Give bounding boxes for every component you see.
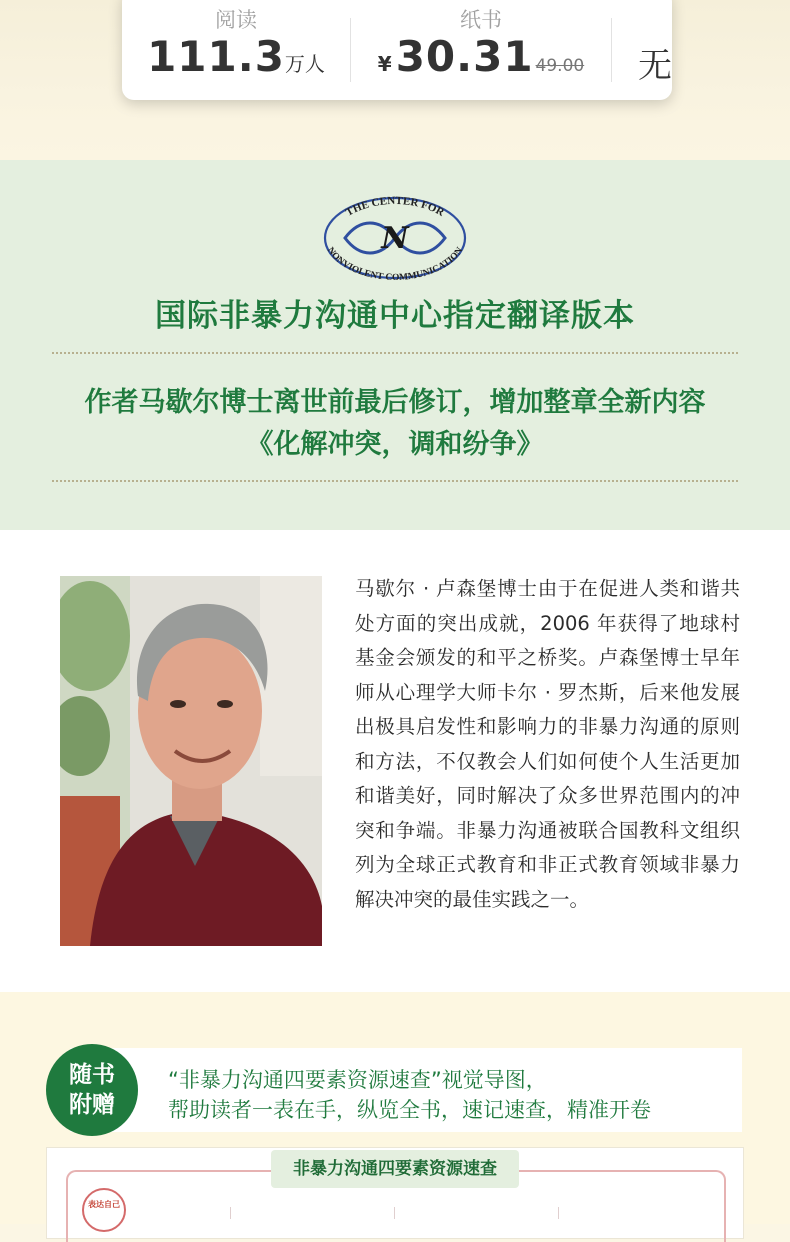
banner-highlight-line1: 作者马歇尔博士离世前最后修订，增加整章全新内容	[84, 387, 706, 418]
original-price: 49.00	[535, 56, 585, 76]
gift-description-line1: “非暴力沟通四要素资源速查”视觉导图，	[168, 1068, 547, 1092]
gift-description-line2: 帮助读者一表在手，纵览全书，速记速查，精准开卷	[168, 1098, 651, 1122]
stat-read-label: 阅读	[215, 8, 257, 32]
stat-paper-label: 纸书	[460, 8, 502, 32]
logo-letter: N	[381, 221, 409, 256]
mindmap-tick	[230, 1207, 231, 1219]
gift-section	[0, 992, 790, 1224]
stat-read-value	[122, 32, 350, 81]
mindmap-tick	[394, 1207, 395, 1219]
gift-badge-line2: 附赠	[69, 1092, 115, 1118]
dotted-divider-top	[52, 352, 738, 354]
paper-price: 30.31	[395, 32, 534, 81]
cnvc-logo	[315, 188, 475, 280]
express-self-label: 表达自己	[88, 1200, 120, 1209]
stat-read[interactable]	[122, 0, 350, 100]
author-photo	[60, 576, 322, 946]
feature-banner	[0, 160, 790, 530]
stat-third[interactable]	[612, 0, 672, 100]
author-section	[0, 530, 790, 992]
banner-title: 国际非暴力沟通中心指定翻译版本	[155, 298, 635, 334]
logo-top-text: THE CENTER FOR	[343, 194, 447, 219]
author-portrait-illustration	[60, 576, 322, 946]
read-unit: 万人	[284, 52, 325, 76]
stat-paper-value	[351, 32, 611, 81]
currency-symbol: ¥	[377, 52, 392, 76]
mindmap-tick	[558, 1207, 559, 1219]
dotted-divider-bottom	[52, 480, 738, 482]
stat-paper-book[interactable]	[351, 0, 611, 100]
stat-third-value	[638, 38, 672, 87]
express-self-icon	[82, 1188, 126, 1232]
logo-bottom-text: NONVIOLENT COMMUNICATION	[324, 245, 466, 280]
stat-third-text: 无	[638, 46, 672, 86]
stats-card	[122, 0, 672, 100]
mindmap-preview-title: 非暴力沟通四要素资源速查	[271, 1150, 519, 1188]
author-bio: 马歇尔 · 卢森堡博士由于在促进人类和谐共处方面的突出成就，2006 年获得了地球村基金会颁发的和平之桥奖。卢森堡博士早年师从心理学大师卡尔 · 罗杰斯，后来他发展出极具启发性和影响力的非暴力沟通的原则和方法，不仅教会人们如何使个人生活更加和谐美好，同时解决了众多世界范围内的冲突和争端。非暴力沟通被联合国教科文组织列为全球正式教育和非正式教育领域非暴力解决冲突的最佳实践之一。	[355, 577, 740, 911]
gift-badge-line1: 随书	[69, 1062, 115, 1088]
gift-badge	[46, 1044, 138, 1136]
svg-text:THE CENTER FOR	[344, 195, 447, 219]
read-count: 111.3	[147, 32, 285, 81]
banner-highlight-line2: 《化解冲突，调和纷争》	[246, 429, 544, 460]
